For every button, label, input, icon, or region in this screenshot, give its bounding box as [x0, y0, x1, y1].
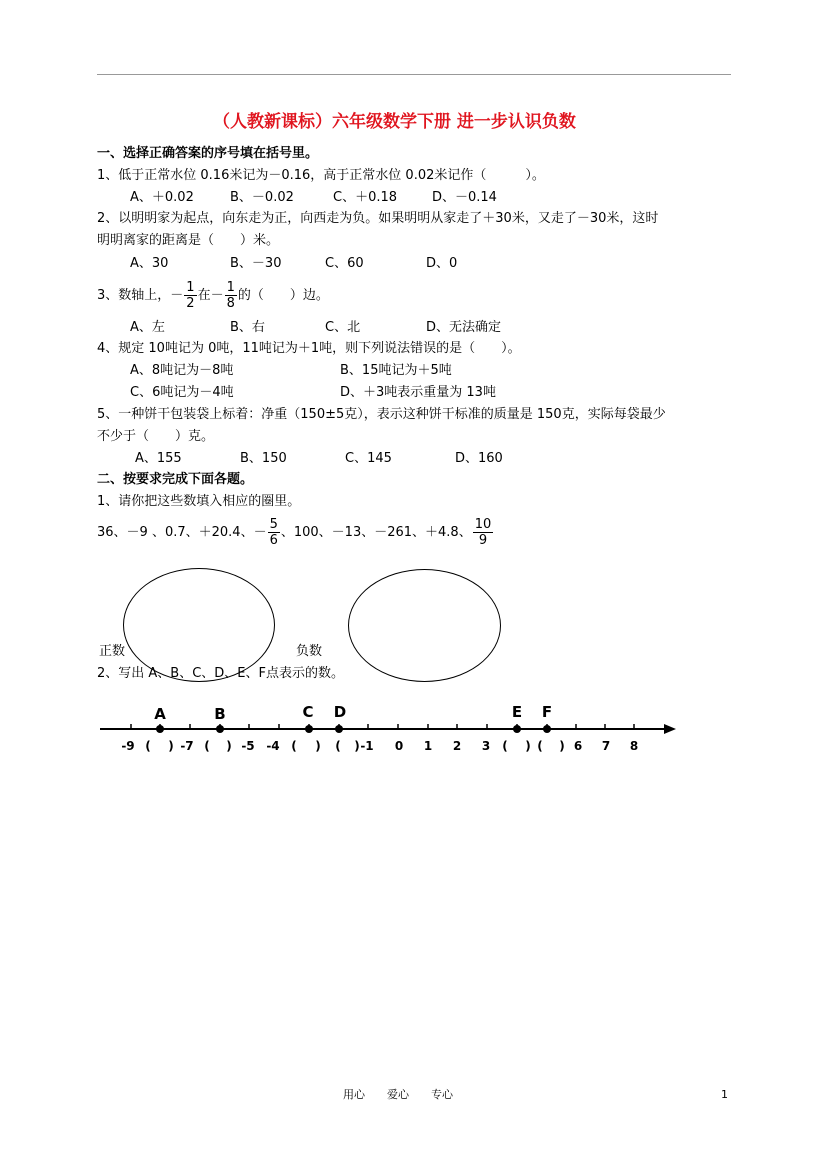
point-e-label: E [511, 703, 523, 721]
point-b-label: B [214, 705, 226, 723]
negative-circle[interactable] [348, 569, 501, 682]
q5-option-a: A、155 [135, 451, 182, 466]
q3-frac2-den: 8 [226, 296, 235, 311]
answer-bracket: ) [354, 739, 360, 753]
numbers-frac2-den: 9 [478, 533, 488, 548]
s2-q2-text: 2、写出 A、B、C、D、E、F点表示的数。 [97, 666, 344, 681]
q3-option-b: B、右 [230, 320, 265, 335]
q4-text: 4、规定 10吨记为 0吨，11吨记为＋1吨，则下列说法错误的是（ ）。 [97, 341, 521, 356]
tick-label: -4 [266, 739, 280, 753]
answer-bracket: ) [168, 739, 174, 753]
point-a-label: A [154, 705, 166, 723]
q5-option-c: C、145 [345, 451, 392, 466]
tick-label: 2 [452, 739, 462, 753]
q2-line2: 明明离家的距离是（ ）米。 [97, 233, 280, 248]
tick-label: 8 [629, 739, 639, 753]
q5-line2: 不少于（ ）克。 [97, 429, 215, 444]
point-e-dot [513, 725, 521, 733]
numbers-frac1-den: 6 [269, 533, 278, 548]
tick-label: -1 [360, 739, 374, 753]
answer-bracket: ( [291, 739, 297, 753]
answer-bracket: ( [335, 739, 341, 753]
q3-option-d: D、无法确定 [426, 320, 502, 335]
positive-label: 正数 [99, 644, 126, 659]
tick-label: 0 [394, 739, 404, 753]
tick-label: 6 [573, 739, 583, 753]
q1-option-b: B、－0.02 [230, 190, 294, 205]
answer-bracket: ) [226, 739, 232, 753]
q3-suffix: 的（ ）边。 [237, 288, 329, 303]
numbers-fraction-1 [268, 517, 280, 548]
number-line [0, 700, 827, 780]
point-a-dot [156, 725, 164, 733]
tick-label: 3 [481, 739, 491, 753]
answer-bracket: ( [145, 739, 151, 753]
numbers-frac2-num: 10 [474, 517, 492, 532]
tick-label: 1 [423, 739, 433, 753]
answer-bracket: ) [315, 739, 321, 753]
tick-label: -5 [241, 739, 255, 753]
q4-option-d: D、＋3吨表示重量为 13吨 [340, 385, 496, 400]
q2-option-b: B、－30 [230, 256, 282, 271]
s2-q1-text: 1、请你把这些数填入相应的圈里。 [97, 494, 301, 509]
numbers-frac1-num: 5 [269, 517, 278, 532]
section1-heading: 一、选择正确答案的序号填在括号里。 [97, 146, 319, 161]
numbers-part1: 36、－9 、0.7、＋20.4、－ [97, 525, 267, 540]
q1-option-d: D、－0.14 [432, 190, 497, 205]
point-f-dot [543, 725, 551, 733]
positive-circle[interactable] [123, 568, 275, 682]
numbers-fraction-2 [473, 517, 494, 548]
q4-option-c: C、6吨记为－4吨 [130, 385, 234, 400]
point-d-label: D [333, 703, 347, 721]
q5-option-d: D、160 [455, 451, 503, 466]
tick-label: -9 [121, 739, 135, 753]
q5-option-b: B、150 [240, 451, 287, 466]
point-d-dot [335, 725, 343, 733]
q3-frac1-den: 2 [186, 296, 195, 311]
answer-bracket: ( [502, 739, 508, 753]
q3-frac1-num: 1 [186, 280, 195, 295]
q2-line1: 2、以明明家为起点，向东走为正，向西走为负。如果明明从家走了＋30米，又走了－30米，这时 [97, 211, 659, 226]
q1-text: 1、低于正常水位 0.16米记为－0.16，高于正常水位 0.02米记作（ ）。 [97, 168, 545, 183]
answer-bracket: ) [525, 739, 531, 753]
q2-option-c: C、60 [325, 256, 364, 271]
page-title: （人教新课标）六年级数学下册 进一步认识负数 [213, 112, 576, 132]
q4-option-b: B、15吨记为＋5吨 [340, 363, 452, 378]
page-number: 1 [721, 1088, 728, 1101]
q3-frac2-num: 1 [226, 280, 235, 295]
q4-option-a: A、8吨记为－8吨 [130, 363, 234, 378]
answer-bracket: ) [559, 739, 565, 753]
point-c-dot [305, 725, 313, 733]
numbers-list [97, 517, 494, 549]
q3-option-a: A、左 [130, 320, 165, 335]
numbers-part2: 、100、－13、－261、＋4.8、 [280, 525, 472, 540]
point-c-label: C [302, 703, 314, 721]
number-line-arrow [664, 724, 676, 734]
header-rule [97, 74, 731, 75]
q3-option-c: C、北 [325, 320, 361, 335]
q2-option-d: D、0 [426, 256, 458, 271]
answer-bracket: ( [537, 739, 543, 753]
tick-label: -7 [180, 739, 194, 753]
point-b-dot [216, 725, 224, 733]
point-f-label: F [541, 703, 553, 721]
q5-line1: 5、一种饼干包装袋上标着：净重（150±5克），表示这种饼干标准的质量是 150克，实际每袋最少 [97, 407, 666, 422]
q3-fraction-1 [184, 280, 196, 311]
q1-option-a: A、＋0.02 [130, 190, 194, 205]
answer-bracket: ( [204, 739, 210, 753]
section2-heading: 二、按要求完成下面各题。 [97, 472, 254, 487]
q3-middle: 在－ [197, 288, 224, 303]
negative-label: 负数 [296, 644, 323, 659]
q3-prefix: 3、数轴上，－ [97, 288, 184, 303]
q1-option-c: C、＋0.18 [333, 190, 398, 205]
q3-fraction-2 [225, 280, 237, 311]
footer-motto: 用心 爱心 专心 [343, 1088, 453, 1101]
q2-option-a: A、30 [130, 256, 169, 271]
tick-label: 7 [601, 739, 611, 753]
q3-text [97, 280, 329, 312]
